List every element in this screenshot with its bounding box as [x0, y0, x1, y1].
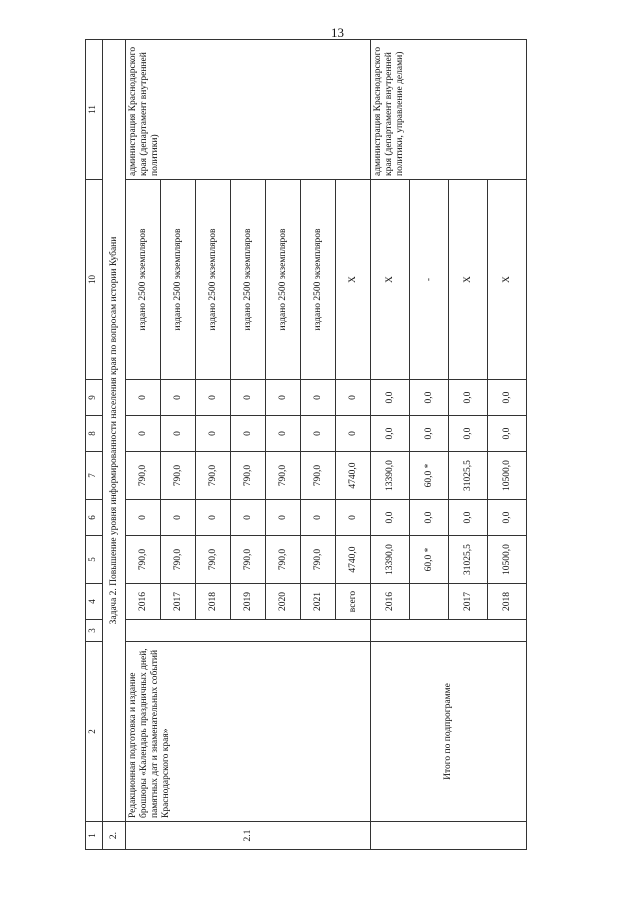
- cell-year: всего: [336, 584, 371, 620]
- cell-year: 2018: [488, 584, 527, 620]
- cell-c8: 0,0: [371, 416, 410, 452]
- cell-c5: 790,0: [196, 536, 231, 584]
- cell-year: [410, 584, 449, 620]
- cell-c9: 0: [266, 380, 301, 416]
- cell-c5: 790,0: [126, 536, 161, 584]
- cell-c7: 60,0 *: [410, 452, 449, 500]
- total-label: Итого по подпрограмме: [371, 642, 527, 822]
- item-name: Редакционная подготовка и издание брошюры «Календарь праздничных дней, памятных дат и знаменательных событий Краснодарского края»: [126, 642, 371, 822]
- cell-c5: 790,0: [161, 536, 196, 584]
- header-cell: 5: [86, 536, 103, 584]
- page-number: 13: [331, 25, 344, 40]
- cell-c5: 13390,0: [371, 536, 410, 584]
- header-cell: 8: [86, 416, 103, 452]
- total-executor: администрация Краснодарского края (департамент внутренней политики, управление делами): [371, 40, 527, 180]
- cell-year: 2016: [126, 584, 161, 620]
- cell-c9: 0: [161, 380, 196, 416]
- cell-c6: 0,0: [371, 500, 410, 536]
- cell-c8: 0: [161, 416, 196, 452]
- cell-c6: 0: [161, 500, 196, 536]
- cell-c10: издано 2500 экземпляров: [266, 180, 301, 380]
- cell-year: 2020: [266, 584, 301, 620]
- cell-c6: 0: [266, 500, 301, 536]
- cell-c9: 0: [231, 380, 266, 416]
- cell-c7: 790,0: [231, 452, 266, 500]
- cell-c10: X: [336, 180, 371, 380]
- cell-c10: издано 2500 экземпляров: [196, 180, 231, 380]
- cell-c9: 0: [336, 380, 371, 416]
- cell-c6: 0: [336, 500, 371, 536]
- cell-c8: 0: [196, 416, 231, 452]
- cell-c8: 0: [231, 416, 266, 452]
- cell-c6: 0,0: [410, 500, 449, 536]
- cell-c7: 790,0: [196, 452, 231, 500]
- cell-c7: 790,0: [301, 452, 336, 500]
- cell-c8: 0: [336, 416, 371, 452]
- cell-c9: 0,0: [449, 380, 488, 416]
- cell-c6: 0: [231, 500, 266, 536]
- cell-c10: издано 2500 экземпляров: [161, 180, 196, 380]
- cell-year: 2017: [161, 584, 196, 620]
- item-empty-cell: [126, 620, 371, 642]
- cell-c10: издано 2500 экземпляров: [301, 180, 336, 380]
- cell-c5: 790,0: [266, 536, 301, 584]
- cell-c9: 0,0: [410, 380, 449, 416]
- header-cell: 4: [86, 584, 103, 620]
- cell-year: 2021: [301, 584, 336, 620]
- cell-c6: 0: [126, 500, 161, 536]
- total-row: [371, 40, 410, 850]
- cell-c9: 0: [126, 380, 161, 416]
- header-cell: 1: [86, 822, 103, 850]
- header-row: [86, 40, 103, 850]
- cell-c7: 790,0: [161, 452, 196, 500]
- header-cell: 3: [86, 620, 103, 642]
- cell-c9: 0,0: [371, 380, 410, 416]
- cell-c10: издано 2500 экземпляров: [231, 180, 266, 380]
- cell-c8: 0,0: [488, 416, 527, 452]
- cell-c8: 0: [301, 416, 336, 452]
- cell-c9: 0,0: [488, 380, 527, 416]
- header-cell: 7: [86, 452, 103, 500]
- cell-c6: 0: [196, 500, 231, 536]
- total-empty-cell: [371, 620, 527, 642]
- cell-c7: 790,0: [126, 452, 161, 500]
- cell-c10: издано 2500 экземпляров: [126, 180, 161, 380]
- cell-year: 2019: [231, 584, 266, 620]
- cell-c9: 0: [301, 380, 336, 416]
- cell-c7: 13390,0: [371, 452, 410, 500]
- header-cell: 2: [86, 642, 103, 822]
- task-title: Задача 2. Повышение уровня информированности населения края по вопросам истории Кубани: [103, 40, 126, 822]
- cell-c5: 790,0: [231, 536, 266, 584]
- cell-c5: 31025,5: [449, 536, 488, 584]
- item-number: 2.1: [126, 822, 371, 850]
- cell-c10: X: [371, 180, 410, 380]
- rotated-table-frame: [85, 40, 581, 850]
- cell-c5: 10500,0: [488, 536, 527, 584]
- cell-c6: 0,0: [488, 500, 527, 536]
- cell-c7: 10500,0: [488, 452, 527, 500]
- task-number: 2.: [103, 822, 126, 850]
- header-cell: 10: [86, 180, 103, 380]
- cell-c6: 0,0: [449, 500, 488, 536]
- cell-year: 2018: [196, 584, 231, 620]
- cell-c8: 0: [266, 416, 301, 452]
- task-row: [103, 40, 126, 850]
- header-cell: 6: [86, 500, 103, 536]
- cell-c5: 60,0 *: [410, 536, 449, 584]
- table-landscape: [85, 40, 581, 850]
- program-table: [85, 39, 527, 850]
- cell-c10: X: [449, 180, 488, 380]
- cell-year: 2017: [449, 584, 488, 620]
- item-row: [126, 40, 161, 850]
- header-cell: 11: [86, 40, 103, 180]
- cell-c8: 0,0: [449, 416, 488, 452]
- cell-c6: 0: [301, 500, 336, 536]
- item-executor: администрация Краснодарского края (департамент внутренней политики): [126, 40, 371, 180]
- cell-c8: 0,0: [410, 416, 449, 452]
- total-empty-cell: [371, 822, 527, 850]
- cell-c7: 4740,0: [336, 452, 371, 500]
- cell-c7: 790,0: [266, 452, 301, 500]
- cell-c5: 4740,0: [336, 536, 371, 584]
- cell-year: 2016: [371, 584, 410, 620]
- cell-c8: 0: [126, 416, 161, 452]
- cell-c10: -: [410, 180, 449, 380]
- header-cell: 9: [86, 380, 103, 416]
- cell-c10: X: [488, 180, 527, 380]
- cell-c7: 31025,5: [449, 452, 488, 500]
- cell-c9: 0: [196, 380, 231, 416]
- cell-c5: 790,0: [301, 536, 336, 584]
